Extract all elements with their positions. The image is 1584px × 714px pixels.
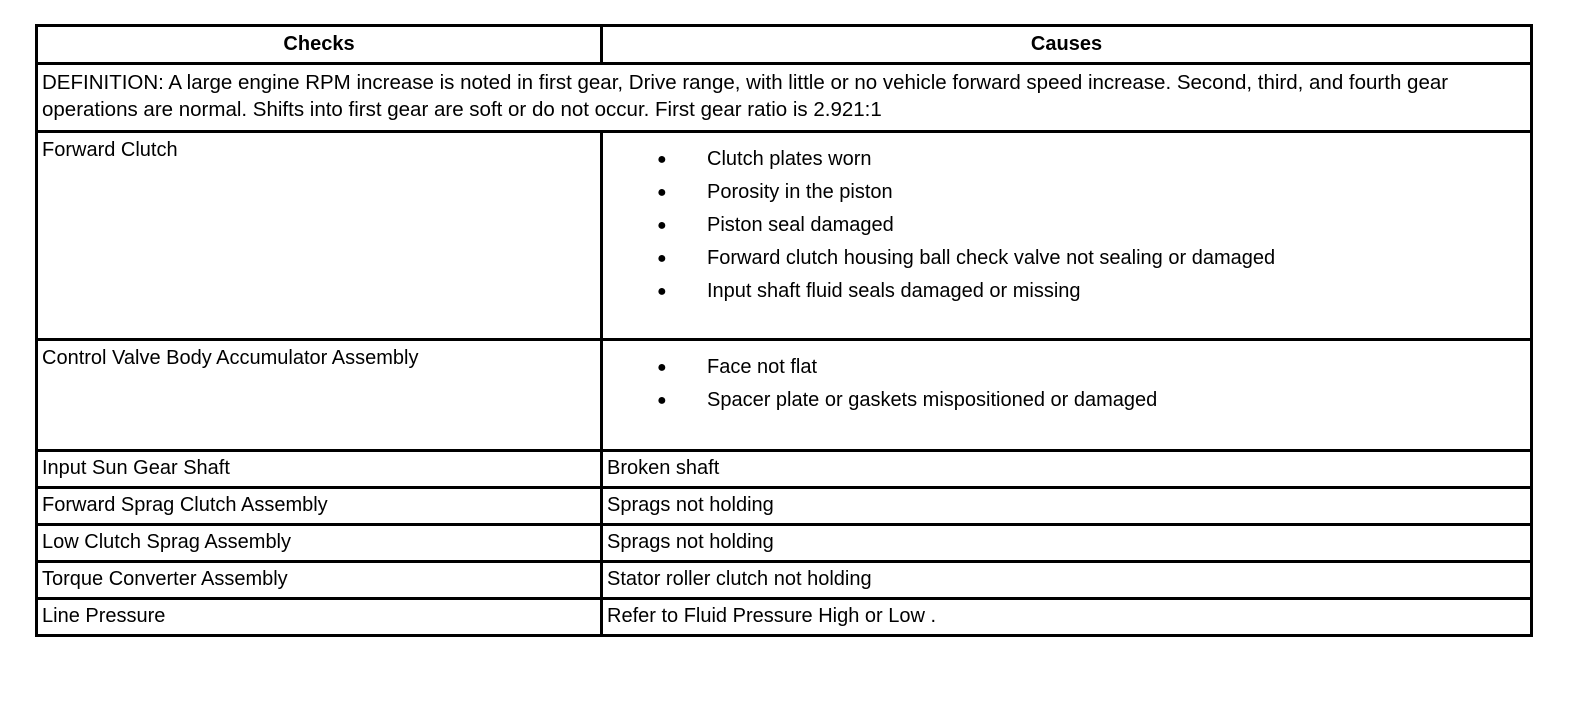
- checks-header: Checks: [37, 26, 602, 64]
- check-text: Forward Sprag Clutch Assembly: [42, 494, 328, 516]
- definition-row: [37, 64, 1532, 132]
- cause-text: Piston seal damaged: [707, 214, 894, 236]
- check-text: Low Clutch Sprag Assembly: [42, 531, 292, 553]
- check-cell: [37, 132, 602, 340]
- causes-list: [603, 341, 1530, 417]
- definition-cell: [37, 64, 1532, 132]
- cause-text: Clutch plates worn: [707, 148, 872, 170]
- check-text: Control Valve Body Accumulator Assembly: [42, 347, 419, 369]
- cause-item: [603, 275, 1530, 308]
- table-row: [37, 132, 1532, 340]
- table-row: [37, 525, 1532, 562]
- check-text: Torque Converter Assembly: [42, 568, 288, 590]
- check-cell: [37, 525, 602, 562]
- bullet-icon: ●: [657, 250, 667, 267]
- causes-list: [603, 133, 1530, 308]
- cause-text: Refer to Fluid Pressure High or Low .: [607, 605, 937, 627]
- cause-cell: [602, 562, 1532, 599]
- cause-cell: [602, 599, 1532, 636]
- causes-cell: [602, 340, 1532, 451]
- cause-text: Sprags not holding: [607, 531, 774, 553]
- cause-cell: [602, 488, 1532, 525]
- check-cell: [37, 562, 602, 599]
- cause-item: [603, 209, 1530, 242]
- definition-text: DEFINITION: A large engine RPM increase is noted in first gear, Drive range, with little or no vehicle forward speed increase. Second, third, and fourth gear operations are normal. Shifts into first gear are soft or do not occur. First gear ratio is 2.921:1: [42, 71, 1449, 121]
- cause-text: Porosity in the piston: [707, 181, 893, 203]
- causes-cell: [602, 132, 1532, 340]
- cause-text: Face not flat: [707, 356, 818, 378]
- check-text: Forward Clutch: [42, 139, 178, 161]
- bullet-icon: ●: [657, 217, 667, 234]
- check-cell: [37, 599, 602, 636]
- diagnosis-table: [35, 24, 1533, 637]
- cause-text: Spacer plate or gaskets mispositioned or damaged: [707, 389, 1158, 411]
- cause-item: [603, 351, 1530, 384]
- bullet-icon: ●: [657, 151, 667, 168]
- check-cell: [37, 488, 602, 525]
- check-text: Line Pressure: [42, 605, 166, 627]
- header-row: [37, 26, 1532, 64]
- cause-text: Broken shaft: [607, 457, 720, 479]
- cause-item: [603, 384, 1530, 417]
- cause-text: Forward clutch housing ball check valve not sealing or damaged: [707, 247, 1276, 269]
- bullet-icon: ●: [657, 184, 667, 201]
- cause-cell: [602, 525, 1532, 562]
- check-cell: [37, 340, 602, 451]
- causes-header: Causes: [602, 26, 1532, 64]
- table-row: [37, 562, 1532, 599]
- check-cell: [37, 451, 602, 488]
- bullet-icon: ●: [657, 283, 667, 300]
- table-row: [37, 488, 1532, 525]
- cause-text: Input shaft fluid seals damaged or missing: [707, 280, 1081, 302]
- bullet-icon: ●: [657, 392, 667, 409]
- table-row: [37, 340, 1532, 451]
- check-text: Input Sun Gear Shaft: [42, 457, 230, 479]
- cause-text: Sprags not holding: [607, 494, 774, 516]
- cause-cell: [602, 451, 1532, 488]
- cause-item: [603, 143, 1530, 176]
- cause-text: Stator roller clutch not holding: [607, 568, 872, 590]
- cause-item: [603, 176, 1530, 209]
- cause-item: [603, 242, 1530, 275]
- table-row: [37, 599, 1532, 636]
- bullet-icon: ●: [657, 359, 667, 376]
- table-row: [37, 451, 1532, 488]
